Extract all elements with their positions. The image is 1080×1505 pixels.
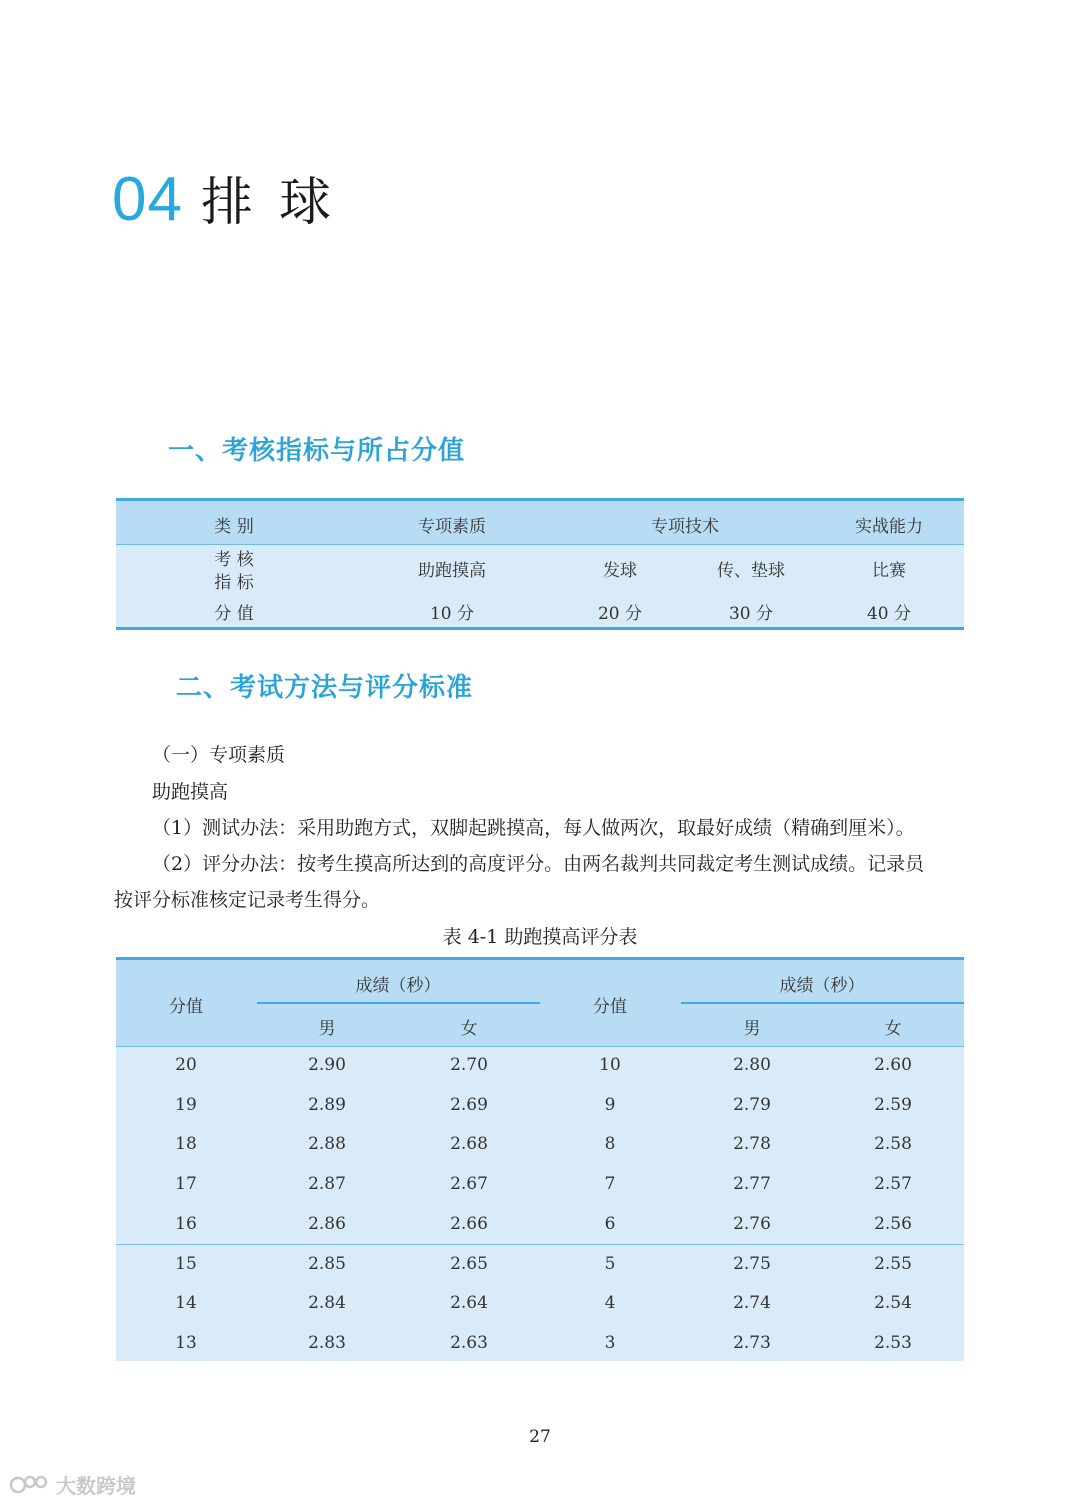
header-score-right: 分值 <box>593 997 627 1017</box>
cell-male-right: 2.75 <box>733 1253 771 1274</box>
cell-score-right: 10 <box>599 1055 621 1075</box>
subsection-title: （一）专项素质 <box>152 744 286 766</box>
cell-score-left: 13 <box>175 1332 197 1353</box>
table-row <box>116 1126 964 1166</box>
watermark <box>8 1470 136 1499</box>
table-row <box>116 1087 964 1127</box>
cell-male-left: 2.90 <box>308 1055 346 1075</box>
cell-male-right: 2.78 <box>733 1134 771 1155</box>
cell-score-left: 18 <box>175 1134 197 1155</box>
header-female-right: 女 <box>884 1019 902 1039</box>
index-run-up-touch: 助跑摸高 <box>418 561 486 581</box>
cell-male-left: 2.87 <box>308 1174 346 1195</box>
watermark-text: 大数跨境 <box>56 1474 136 1498</box>
cell-female-left: 2.69 <box>450 1094 488 1115</box>
scoring-table <box>116 957 964 1361</box>
header-male-right: 男 <box>743 1019 761 1039</box>
cell-female-right: 2.60 <box>874 1055 912 1075</box>
cell-female-right: 2.53 <box>874 1332 912 1353</box>
cell-score-left: 17 <box>175 1174 197 1195</box>
header-category: 类 别 <box>214 517 254 537</box>
item-title: 助跑摸高 <box>152 781 229 803</box>
cell-female-left: 2.67 <box>450 1174 488 1195</box>
cell-score-right: 5 <box>604 1253 616 1274</box>
header-result-left: 成绩（秒） <box>355 976 441 996</box>
cell-score-left: 20 <box>175 1055 197 1075</box>
cell-female-left: 2.68 <box>450 1134 488 1155</box>
cell-female-left: 2.64 <box>450 1293 488 1314</box>
cell-male-right: 2.76 <box>733 1213 771 1234</box>
chapter-number: 04 <box>112 165 183 234</box>
index-match: 比赛 <box>872 561 906 581</box>
watermark-logo-icon <box>8 1474 52 1496</box>
cell-score-right: 7 <box>604 1174 616 1195</box>
row-label-index-line1: 考 核 <box>214 550 254 570</box>
chapter-title <box>112 160 357 240</box>
cell-female-right: 2.57 <box>874 1174 912 1195</box>
cell-score-left: 16 <box>175 1213 197 1234</box>
header-result-right: 成绩（秒） <box>779 976 865 996</box>
table-caption: 表 4-1 助跑摸高评分表 <box>442 926 638 948</box>
section-heading-2: 二、考试方法与评分标准 <box>176 673 474 703</box>
cell-male-right: 2.80 <box>733 1055 771 1075</box>
score-match: 40 分 <box>866 604 912 624</box>
index-pass-dig: 传、垫球 <box>717 561 785 581</box>
header-score-left: 分值 <box>169 997 203 1017</box>
cell-score-right: 4 <box>604 1293 616 1314</box>
table-row <box>116 1246 964 1286</box>
assessment-table <box>116 498 964 630</box>
section-heading-1: 一、考核指标与所占分值 <box>168 436 466 466</box>
paragraph-scoring-method: （2）评分办法：按考生摸高所达到的高度评分。由两名裁判共同裁定考生测试成绩。记录员 <box>152 853 925 875</box>
cell-score-right: 8 <box>604 1134 616 1155</box>
cell-score-right: 9 <box>604 1094 616 1115</box>
cell-male-left: 2.84 <box>308 1293 346 1314</box>
row-label-index-line2: 指 标 <box>214 573 254 593</box>
page-number: 27 <box>529 1427 551 1447</box>
cell-male-left: 2.86 <box>308 1213 346 1234</box>
paragraph-test-method: （1）测试办法：采用助跑方式，双脚起跳摸高，每人做两次，取最好成绩（精确到厘米）。 <box>152 817 915 839</box>
cell-score-left: 15 <box>175 1253 197 1274</box>
cell-male-right: 2.79 <box>733 1094 771 1115</box>
score-run-up-touch: 10 分 <box>429 604 475 624</box>
cell-male-right: 2.73 <box>733 1332 771 1353</box>
header-special-technique: 专项技术 <box>651 517 719 537</box>
chapter-name: 排球 <box>200 173 357 233</box>
index-serve: 发球 <box>603 561 637 581</box>
header-underline-left <box>257 1002 540 1004</box>
cell-female-left: 2.65 <box>450 1253 488 1274</box>
cell-female-right: 2.58 <box>874 1134 912 1155</box>
score-serve: 20 分 <box>597 604 643 624</box>
score-pass-dig: 30 分 <box>728 604 774 624</box>
cell-score-left: 14 <box>175 1293 197 1314</box>
header-male-left: 男 <box>318 1019 336 1039</box>
table-row <box>116 1206 964 1246</box>
header-combat-ability: 实战能力 <box>855 517 923 537</box>
cell-male-left: 2.85 <box>308 1253 346 1274</box>
cell-score-right: 6 <box>604 1213 616 1234</box>
table-row <box>116 1325 964 1365</box>
table-row <box>116 1166 964 1206</box>
cell-female-right: 2.59 <box>874 1094 912 1115</box>
table-row <box>116 1285 964 1325</box>
cell-male-right: 2.74 <box>733 1293 771 1314</box>
cell-female-left: 2.63 <box>450 1332 488 1353</box>
cell-male-left: 2.88 <box>308 1134 346 1155</box>
table-row <box>116 1047 964 1087</box>
cell-score-right: 3 <box>604 1332 616 1353</box>
cell-male-left: 2.83 <box>308 1332 346 1353</box>
cell-female-right: 2.54 <box>874 1293 912 1314</box>
header-underline-right <box>681 1002 964 1004</box>
paragraph-scoring-method-cont: 按评分标准核定记录考生得分。 <box>114 889 381 911</box>
cell-score-left: 19 <box>175 1094 197 1115</box>
header-special-quality: 专项素质 <box>418 517 486 537</box>
cell-male-left: 2.89 <box>308 1094 346 1115</box>
cell-female-left: 2.66 <box>450 1213 488 1234</box>
row-label-score: 分 值 <box>214 604 254 624</box>
cell-female-right: 2.56 <box>874 1213 912 1234</box>
header-female-left: 女 <box>460 1019 478 1039</box>
cell-male-right: 2.77 <box>733 1174 771 1195</box>
cell-female-right: 2.55 <box>874 1253 912 1274</box>
cell-female-left: 2.70 <box>450 1055 488 1075</box>
